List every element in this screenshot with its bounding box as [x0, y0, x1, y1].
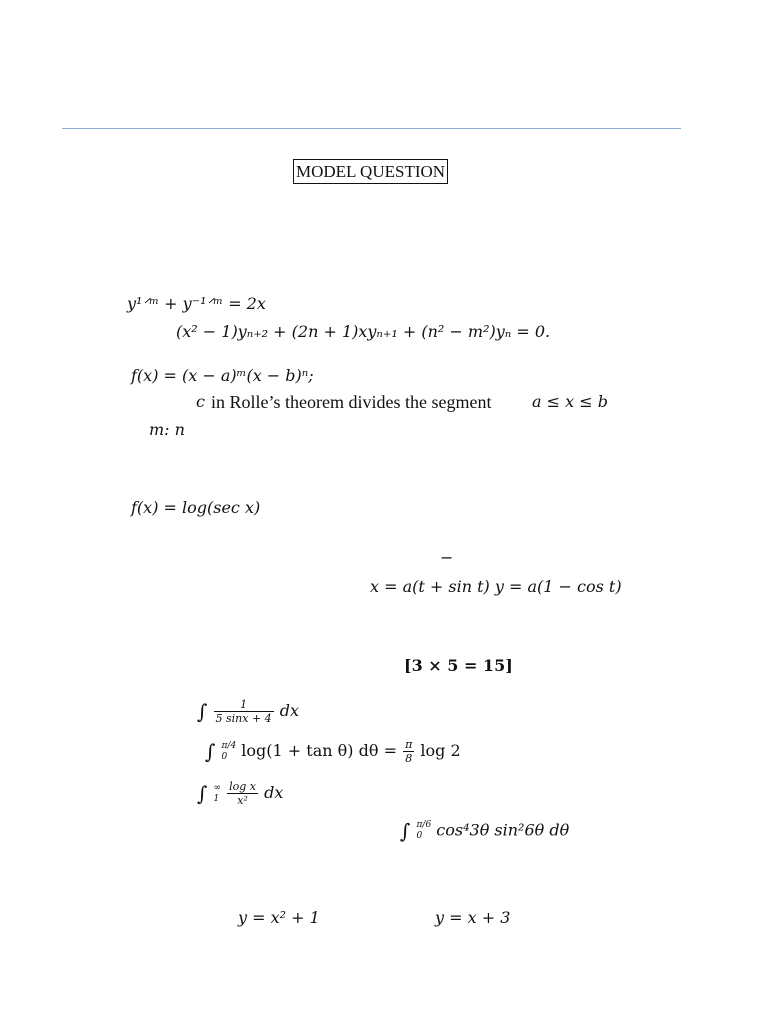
integral-3 [197, 780, 283, 807]
integral-4-upper: π/6 [416, 820, 432, 830]
integral-1 [197, 698, 299, 725]
integral-1-numerator: 1 [214, 698, 274, 712]
integral-2-limits [222, 741, 237, 763]
integral-3-dx: dx [264, 783, 284, 802]
integral-1-dx: dx [279, 701, 300, 720]
equation-3: f(x) = (x − a)ᵐ(x − b)ⁿ; [131, 366, 314, 385]
integral-3-numerator: log x [229, 780, 256, 793]
integral-2-frac-denominator: 8 [405, 752, 413, 765]
integral-sign-icon: ∫ [197, 699, 208, 724]
equation-8: x = a(t + sin t) y = a(1 − cos t) [370, 577, 622, 596]
integral-4-lower: 0 [416, 831, 423, 841]
equation-1: y¹ᐟᵐ + y⁻¹ᐟᵐ = 2x [127, 294, 266, 313]
equation-4-text: in Rolle’s theorem divides the segment [211, 392, 492, 412]
integral-2 [205, 738, 461, 765]
integral-2-tail: log 2 [420, 741, 461, 760]
integral-sign-icon: ∫ [205, 739, 216, 764]
integral-2-fraction [403, 738, 414, 765]
integral-2-upper: π/4 [221, 740, 237, 751]
header-rule [62, 128, 681, 129]
integral-3-limits [214, 783, 222, 805]
equation-6: f(x) = log(sec x) [131, 498, 261, 517]
integral-4 [400, 820, 569, 842]
page-title: MODEL QUESTION [293, 159, 448, 184]
equation-2: (x² − 1)yₙ₊₂ + (2n + 1)xyₙ₊₁ + (n² − m²)yₙ = 0. [176, 322, 551, 341]
integral-2-lower: 0 [221, 751, 228, 762]
integral-1-denominator: 5 sinx + 4 [215, 712, 272, 725]
equation-4-inequality: a ≤ x ≤ b [532, 392, 608, 411]
integral-2-body: log(1 + tan θ) dθ = [241, 741, 397, 760]
integral-2-frac-numerator: π [405, 738, 413, 751]
integral-sign-icon: ∫ [197, 781, 208, 806]
integral-3-fraction [227, 780, 258, 807]
integral-4-body: cos⁴3θ sin²6θ dθ [436, 820, 570, 840]
integral-1-fraction [214, 698, 274, 725]
integral-4-limits [417, 820, 432, 842]
curve-1: y = x² + 1 [238, 908, 320, 927]
equation-7-dash: − [440, 548, 454, 567]
integral-3-lower: 1 [213, 793, 220, 804]
integral-3-upper: ∞ [213, 782, 222, 793]
integral-3-denominator: x² [237, 794, 248, 807]
equation-5: m: n [149, 420, 185, 439]
equation-4-variable: c [196, 392, 205, 411]
marks-label: [3 × 5 = 15] [404, 656, 513, 675]
curve-2: y = x + 3 [435, 908, 511, 927]
integral-sign-icon: ∫ [400, 819, 411, 843]
